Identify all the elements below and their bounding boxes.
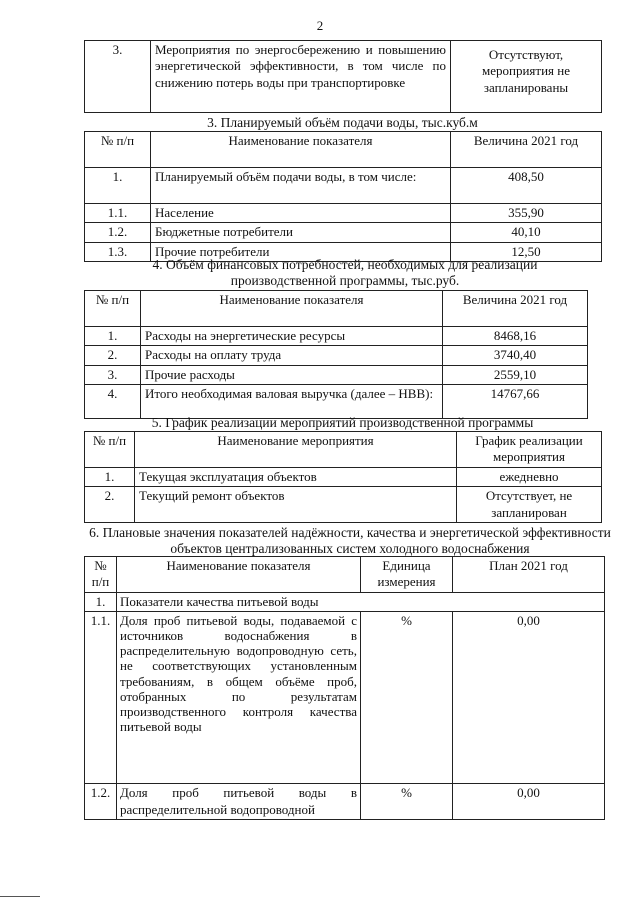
row-number: 1.2. [85, 223, 151, 242]
header-value: Величина 2021 год [443, 291, 588, 327]
table-schedule [84, 431, 601, 523]
row-number: 3. [85, 41, 151, 113]
table-row [85, 365, 588, 384]
row-unit: % [361, 784, 453, 820]
table-quality-indicators [84, 556, 604, 820]
group-name: Показатели качества питьевой воды [117, 593, 605, 612]
row-value: 14767,66 [443, 384, 588, 418]
table-row [85, 204, 602, 223]
row-name: Прочие расходы [141, 365, 443, 384]
row-value: 12,50 [451, 242, 602, 261]
row-value: 355,90 [451, 204, 602, 223]
table-financial-needs [84, 290, 587, 419]
row-value: 8468,16 [443, 327, 588, 346]
row-number: 1.1. [85, 204, 151, 223]
row-number: 1.3. [85, 242, 151, 261]
table-row [85, 384, 588, 418]
table-row [85, 784, 605, 820]
header-name: Наименование показателя [117, 557, 361, 593]
row-name: Население [151, 204, 451, 223]
row-number: 2. [85, 346, 141, 365]
row-name: Доля проб питьевой воды, подаваемой с источников водоснабжения в распределительную водопроводную сеть, не соответствующих установленным требованиям, в общем объёме проб, отобранных по результатам производственного контроля качества питьевой воды [117, 612, 361, 784]
table-row [85, 468, 602, 487]
row-number: 1. [85, 327, 141, 346]
row-value: Отсутствуют, мероприятия не запланированы [451, 41, 602, 113]
table-row [85, 612, 605, 784]
table-header-row [85, 432, 602, 468]
table-header-row [85, 557, 605, 593]
header-value: Величина 2021 год [451, 132, 602, 168]
row-name: Текущий ремонт объектов [135, 487, 457, 523]
footer-rule [0, 896, 40, 897]
row-number: 1.2. [85, 784, 117, 820]
row-unit: % [361, 612, 453, 784]
row-name: Текущая эксплуатация объектов [135, 468, 457, 487]
row-name: Бюджетные потребители [151, 223, 451, 242]
header-num: № п/п [85, 557, 117, 593]
table-row [85, 346, 588, 365]
page-number: 2 [316, 18, 324, 33]
section3-heading: 3. Планируемый объём подачи воды, тыс.куб.м [207, 115, 478, 130]
row-number: 2. [85, 487, 135, 523]
header-value: График реализации мероприятия [457, 432, 602, 468]
row-number: 1. [85, 168, 151, 204]
row-name: Доля проб питьевой воды в распределительной водопроводной [117, 784, 361, 820]
row-name: Расходы на оплату труда [141, 346, 443, 365]
row-value: 2559,10 [443, 365, 588, 384]
row-plan: 0,00 [453, 612, 605, 784]
table-row [85, 168, 602, 204]
row-value: 408,50 [451, 168, 602, 204]
row-number: 1.1. [85, 612, 117, 784]
row-number: 4. [85, 384, 141, 418]
header-unit: Единица измерения [361, 557, 453, 593]
section6-heading: 6. Плановые значения показателей надёжности, качества и энергетической эффективности объектов централизованных систем холодного водоснабжения [89, 525, 611, 557]
header-name: Наименование мероприятия [135, 432, 457, 468]
header-num: № п/п [85, 132, 151, 168]
table-group-row [85, 593, 605, 612]
group-number: 1. [85, 593, 117, 612]
row-name: Прочие потребители [151, 242, 451, 261]
table-water-supply [84, 131, 601, 262]
table-header-row [85, 291, 588, 327]
row-name: Расходы на энергетические ресурсы [141, 327, 443, 346]
row-value: ежедневно [457, 468, 602, 487]
row-name: Планируемый объём подачи воды, в том числе: [151, 168, 451, 204]
row-number: 3. [85, 365, 141, 384]
section4-heading: 4. Объём финансовых потребностей, необходимых для реализации производственной программы, тыс.руб. [152, 257, 538, 289]
table-row [85, 327, 588, 346]
header-name: Наименование показателя [141, 291, 443, 327]
row-value: 40,10 [451, 223, 602, 242]
table-row [85, 41, 602, 113]
header-name: Наименование показателя [151, 132, 451, 168]
row-value: Отсутствует, не запланирован [457, 487, 602, 523]
header-num: № п/п [85, 291, 141, 327]
row-name: Итого необходимая валовая выручка (далее – НВВ): [141, 384, 443, 418]
table-row [85, 223, 602, 242]
header-plan: План 2021 год [453, 557, 605, 593]
row-value: 3740,40 [443, 346, 588, 365]
header-num: № п/п [85, 432, 135, 468]
table-row [85, 487, 602, 523]
table-header-row [85, 132, 602, 168]
table-measures [84, 40, 601, 113]
section5-heading: 5. График реализации мероприятий производственной программы [151, 415, 534, 430]
row-name: Мероприятия по энергосбережению и повышению энергетической эффективности, в том числе по снижению потерь воды при транспортировке [151, 41, 451, 113]
row-plan: 0,00 [453, 784, 605, 820]
row-number: 1. [85, 468, 135, 487]
